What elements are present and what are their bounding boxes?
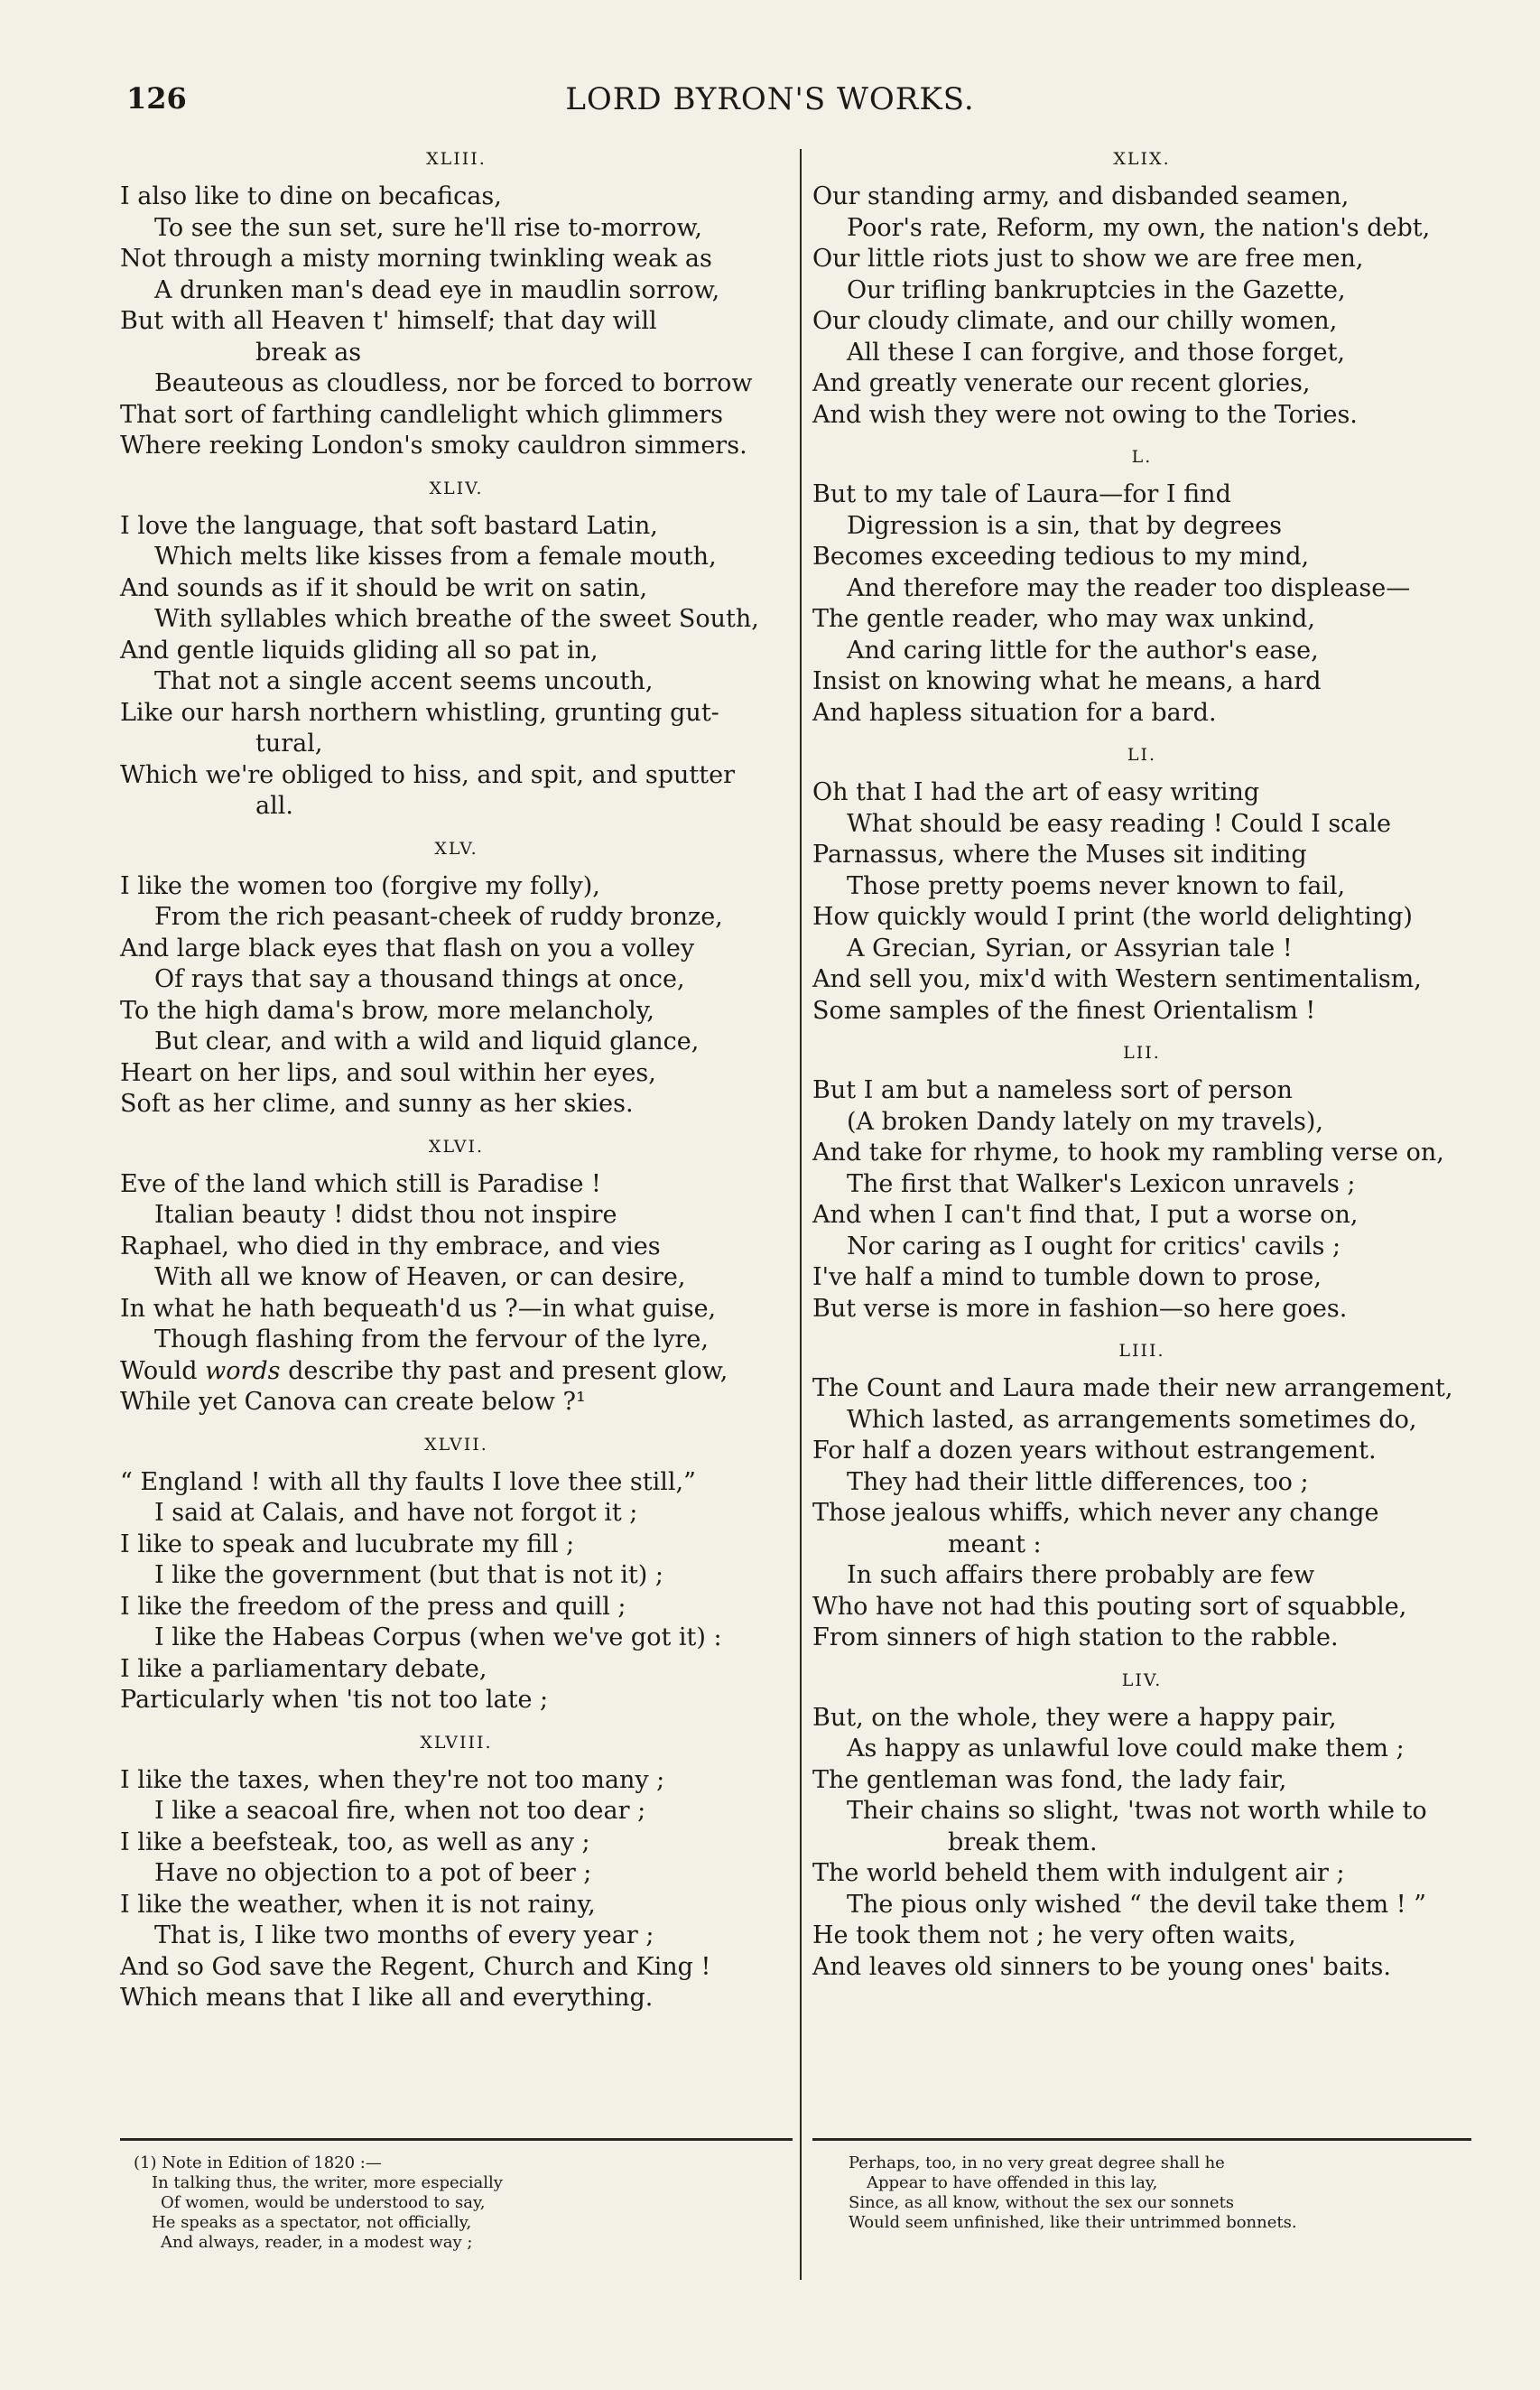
verse-line: A Grecian, Syrian, or Assyrian tale ! xyxy=(847,934,1293,963)
verse-line: I also like to dine on becaficas, xyxy=(120,182,502,210)
verse-line: And therefore may the reader too displease— xyxy=(847,573,1411,602)
verse-line: I like the government (but that is not it) ; xyxy=(154,1561,663,1589)
verse-line: Who have not had this pouting sort of squabble, xyxy=(812,1592,1407,1621)
verse-line: Which melts like kisses from a female mouth, xyxy=(154,543,717,571)
verse-line: They had their little differences, too ; xyxy=(847,1467,1309,1496)
stanza xyxy=(120,149,793,462)
stanza xyxy=(812,1670,1471,1984)
verse-line: I like the taxes, when they're not too many ; xyxy=(120,1765,665,1794)
right-column xyxy=(812,149,1471,1999)
verse-line: But clear, and with a wild and liquid glance, xyxy=(154,1028,700,1056)
verse-line: I like a parliamentary debate, xyxy=(120,1654,487,1683)
verse-line: That sort of farthing candlelight which glimmers xyxy=(120,400,723,429)
footnote-rule-left xyxy=(120,2138,793,2141)
verse-line: Have no objection to a pot of beer ; xyxy=(154,1859,592,1887)
verse-line: But with all Heaven t' himself; that day will xyxy=(120,307,657,335)
verse-line: Becomes exceeding tedious to my mind, xyxy=(812,543,1310,571)
verse-line: tural, xyxy=(255,730,323,758)
verse-line: The Count and Laura made their new arrangement, xyxy=(812,1374,1453,1402)
verse-line: And caring little for the author's ease, xyxy=(847,636,1319,665)
verse-line: Those pretty poems never known to fail, xyxy=(847,871,1346,900)
verse-line: (A broken Dandy lately on my travels), xyxy=(847,1107,1324,1136)
stanza xyxy=(812,447,1471,729)
verse-line: The pious only wished “ the devil take them ! ” xyxy=(847,1890,1426,1919)
footnote-line: Would seem unfinished, like their untrimmed bonnets. xyxy=(849,2213,1297,2232)
verse-line: Our standing army, and disbanded seamen, xyxy=(812,182,1350,210)
verse-line: And leaves old sinners to be young ones' baits. xyxy=(812,1952,1391,1981)
verse-line: meant : xyxy=(948,1530,1042,1558)
verse-line: Would words describe thy past and present glow, xyxy=(120,1356,728,1385)
verse-line: I like the weather, when it is not rainy, xyxy=(120,1890,596,1919)
verse-line: And hapless situation for a bard. xyxy=(812,698,1217,727)
verse-line: Where reeking London's smoky cauldron simmers. xyxy=(120,432,747,460)
stanza xyxy=(120,1137,793,1418)
verse-line: And gentle liquids gliding all so pat in, xyxy=(120,636,598,665)
stanza xyxy=(120,1435,793,1716)
verse-line: Nor caring as I ought for critics' cavils ; xyxy=(847,1232,1341,1260)
verse-line: Like our harsh northern whistling, grunting gut- xyxy=(120,698,719,727)
stanza xyxy=(812,1043,1471,1325)
verse-line: Insist on knowing what he means, a hard xyxy=(812,667,1322,695)
verse-line: I like the women too (forgive my folly), xyxy=(120,871,600,900)
verse-line: And greatly venerate our recent glories, xyxy=(812,369,1311,397)
stanza-number: LIV. xyxy=(1121,1669,1163,1690)
verse-line: Raphael, who died in thy embrace, and vies xyxy=(120,1232,661,1260)
verse-line: But I am but a nameless sort of person xyxy=(812,1076,1293,1104)
verse-line: Heart on her lips, and soul within her eyes, xyxy=(120,1058,656,1087)
footnote-line: Appear to have offended in this lay, xyxy=(867,2173,1158,2192)
column-divider xyxy=(800,149,802,2280)
verse-line: And sounds as if it should be writ on satin, xyxy=(120,573,648,602)
left-column xyxy=(120,149,793,2031)
verse-line: “ England ! with all thy faults I love thee still,” xyxy=(120,1467,696,1496)
verse-line: The first that Walker's Lexicon unravels ; xyxy=(847,1169,1356,1198)
verse-line: And when I can't find that, I put a worse on, xyxy=(812,1201,1359,1229)
verse-line: Their chains so slight, 'twas not worth while to xyxy=(847,1797,1427,1825)
verse-line: And wish they were not owing to the Tories. xyxy=(812,400,1358,429)
stanza-number: XLV. xyxy=(434,838,478,859)
verse-line: And take for rhyme, to hook my rambling verse on, xyxy=(812,1139,1444,1167)
verse-line: For half a dozen years without estrangement. xyxy=(812,1437,1377,1465)
stanza-number: XLVII. xyxy=(424,1434,488,1455)
footnote-right xyxy=(849,2153,1462,2233)
footnote-rule-right xyxy=(812,2138,1471,2141)
verse-line: Poor's rate, Reform, my own, the nation's debt, xyxy=(847,213,1431,242)
verse-line: From sinners of high station to the rabble. xyxy=(812,1623,1339,1651)
verse-line: In such affairs there probably are few xyxy=(847,1561,1315,1589)
stanza xyxy=(812,149,1471,431)
verse-line: To the high dama's brow, more melancholy, xyxy=(120,996,654,1025)
stanza-number: XLVI. xyxy=(428,1136,485,1157)
verse-line: As happy as unlawful love could make them ; xyxy=(847,1734,1405,1762)
verse-line: Of rays that say a thousand things at once, xyxy=(154,965,685,993)
verse-line: all. xyxy=(255,792,293,820)
verse-line: break as xyxy=(255,338,362,367)
footnote-line: Perhaps, too, in no very great degree shall he xyxy=(849,2153,1225,2172)
verse-line: That is, I like two months of every year ; xyxy=(154,1921,654,1949)
verse-line: Not through a misty morning twinkling weak as xyxy=(120,245,712,273)
stanza-number: LII. xyxy=(1123,1043,1161,1063)
verse-line: Our little riots just to show we are free men, xyxy=(812,245,1364,273)
stanza xyxy=(120,1733,793,2014)
stanza-number: LIII. xyxy=(1118,1341,1165,1361)
verse-line: All these I can forgive, and those forget, xyxy=(847,338,1346,367)
footnote-line: And always, reader, in a modest way ; xyxy=(161,2233,473,2252)
verse-line: With syllables which breathe of the sweet South, xyxy=(154,605,759,633)
verse-line: Our cloudy climate, and our chilly women, xyxy=(812,307,1338,335)
stanza-number: XLIII. xyxy=(426,149,487,169)
verse-line: While yet Canova can create below ?¹ xyxy=(120,1388,586,1416)
stanza-number: L. xyxy=(1131,447,1153,467)
verse-line: What should be easy reading ! Could I scale xyxy=(847,809,1392,838)
verse-line: I like to speak and lucubrate my fill ; xyxy=(120,1530,575,1558)
footnote-line: (1) Note in Edition of 1820 :— xyxy=(134,2153,382,2172)
verse-line: The gentleman was fond, the lady fair, xyxy=(812,1765,1287,1794)
stanza-number: XLIV. xyxy=(429,478,484,498)
verse-line: How quickly would I print (the world delighting) xyxy=(812,903,1413,931)
stanza-number: LI. xyxy=(1127,745,1157,765)
verse-line: But verse is more in fashion—so here goes. xyxy=(812,1294,1348,1323)
verse-line: The world beheld them with indulgent air ; xyxy=(812,1859,1345,1887)
stanza-number: XLVIII. xyxy=(420,1732,493,1753)
verse-line: Which means that I like all and everything. xyxy=(120,1984,654,2012)
verse-line: To see the sun set, sure he'll rise to-morrow, xyxy=(154,213,702,242)
verse-line: break them. xyxy=(948,1827,1098,1856)
footnote-left xyxy=(134,2153,784,2253)
verse-line: I said at Calais, and have not forgot it ; xyxy=(154,1499,638,1527)
verse-line: He took them not ; he very often waits, xyxy=(812,1921,1296,1949)
verse-line: Parnassus, where the Muses sit inditing xyxy=(812,841,1307,869)
verse-line: Eve of the land which still is Paradise ! xyxy=(120,1169,601,1198)
verse-line: Beauteous as cloudless, nor be forced to borrow xyxy=(154,369,753,397)
footnote-line: He speaks as a spectator, not officially, xyxy=(152,2213,472,2232)
verse-line: Particularly when 'tis not too late ; xyxy=(120,1686,549,1714)
verse-line: And large black eyes that flash on you a volley xyxy=(120,934,695,963)
page-number: 126 xyxy=(126,81,187,116)
verse-line: Soft as her clime, and sunny as her skies. xyxy=(120,1090,634,1118)
verse-line: I love the language, that soft bastard Latin, xyxy=(120,511,658,540)
verse-line: A drunken man's dead eye in maudlin sorrow, xyxy=(154,275,720,304)
verse-line: I like the freedom of the press and quill ; xyxy=(120,1592,626,1621)
emphasis: words xyxy=(205,1356,281,1385)
verse-line: And sell you, mix'd with Western sentimentalism, xyxy=(812,965,1422,993)
verse-line: Digression is a sin, that by degrees xyxy=(847,511,1282,540)
stanza xyxy=(120,839,793,1121)
verse-line: With all we know of Heaven, or can desire, xyxy=(154,1263,686,1291)
verse-line: Those jealous whiffs, which never any change xyxy=(812,1499,1379,1527)
verse-line: But to my tale of Laura—for I find xyxy=(812,480,1231,508)
running-title: LORD BYRON'S WORKS. xyxy=(565,81,975,117)
stanza-number: XLIX. xyxy=(1113,149,1171,169)
verse-line: In what he hath bequeath'd us ?—in what guise, xyxy=(120,1294,717,1323)
footnote-line: Of women, would be understood to say, xyxy=(161,2193,486,2212)
verse-line: Though flashing from the fervour of the lyre, xyxy=(154,1325,709,1353)
verse-line: Our trifling bankruptcies in the Gazette, xyxy=(847,275,1346,304)
verse-line: I like a seacoal fire, when not too dear ; xyxy=(154,1797,646,1825)
verse-line: But, on the whole, they were a happy pair, xyxy=(812,1703,1337,1732)
verse-line: Italian beauty ! didst thou not inspire xyxy=(154,1201,617,1229)
stanza xyxy=(812,745,1471,1027)
footnote-line: In talking thus, the writer, more especially xyxy=(152,2173,503,2192)
stanza xyxy=(120,479,793,823)
stanza xyxy=(812,1341,1471,1654)
verse-line: From the rich peasant-cheek of ruddy bronze, xyxy=(154,903,723,931)
verse-line: I like the Habeas Corpus (when we've got it) : xyxy=(154,1623,722,1651)
verse-line: The gentle reader, who may wax unkind, xyxy=(812,605,1315,633)
verse-line: Oh that I had the art of easy writing xyxy=(812,778,1260,806)
verse-line: I've half a mind to tumble down to prose, xyxy=(812,1263,1322,1291)
verse-line: And so God save the Regent, Church and King ! xyxy=(120,1952,711,1981)
verse-line: Which we're obliged to hiss, and spit, and sputter xyxy=(120,760,735,789)
footnote-line: Since, as all know, without the sex our sonnets xyxy=(849,2193,1235,2212)
verse-line: That not a single accent seems uncouth, xyxy=(154,667,654,695)
verse-line: Which lasted, as arrangements sometimes do, xyxy=(847,1405,1417,1434)
verse-line: Some samples of the finest Orientalism ! xyxy=(812,996,1316,1025)
verse-line: I like a beefsteak, too, as well as any ; xyxy=(120,1827,590,1856)
